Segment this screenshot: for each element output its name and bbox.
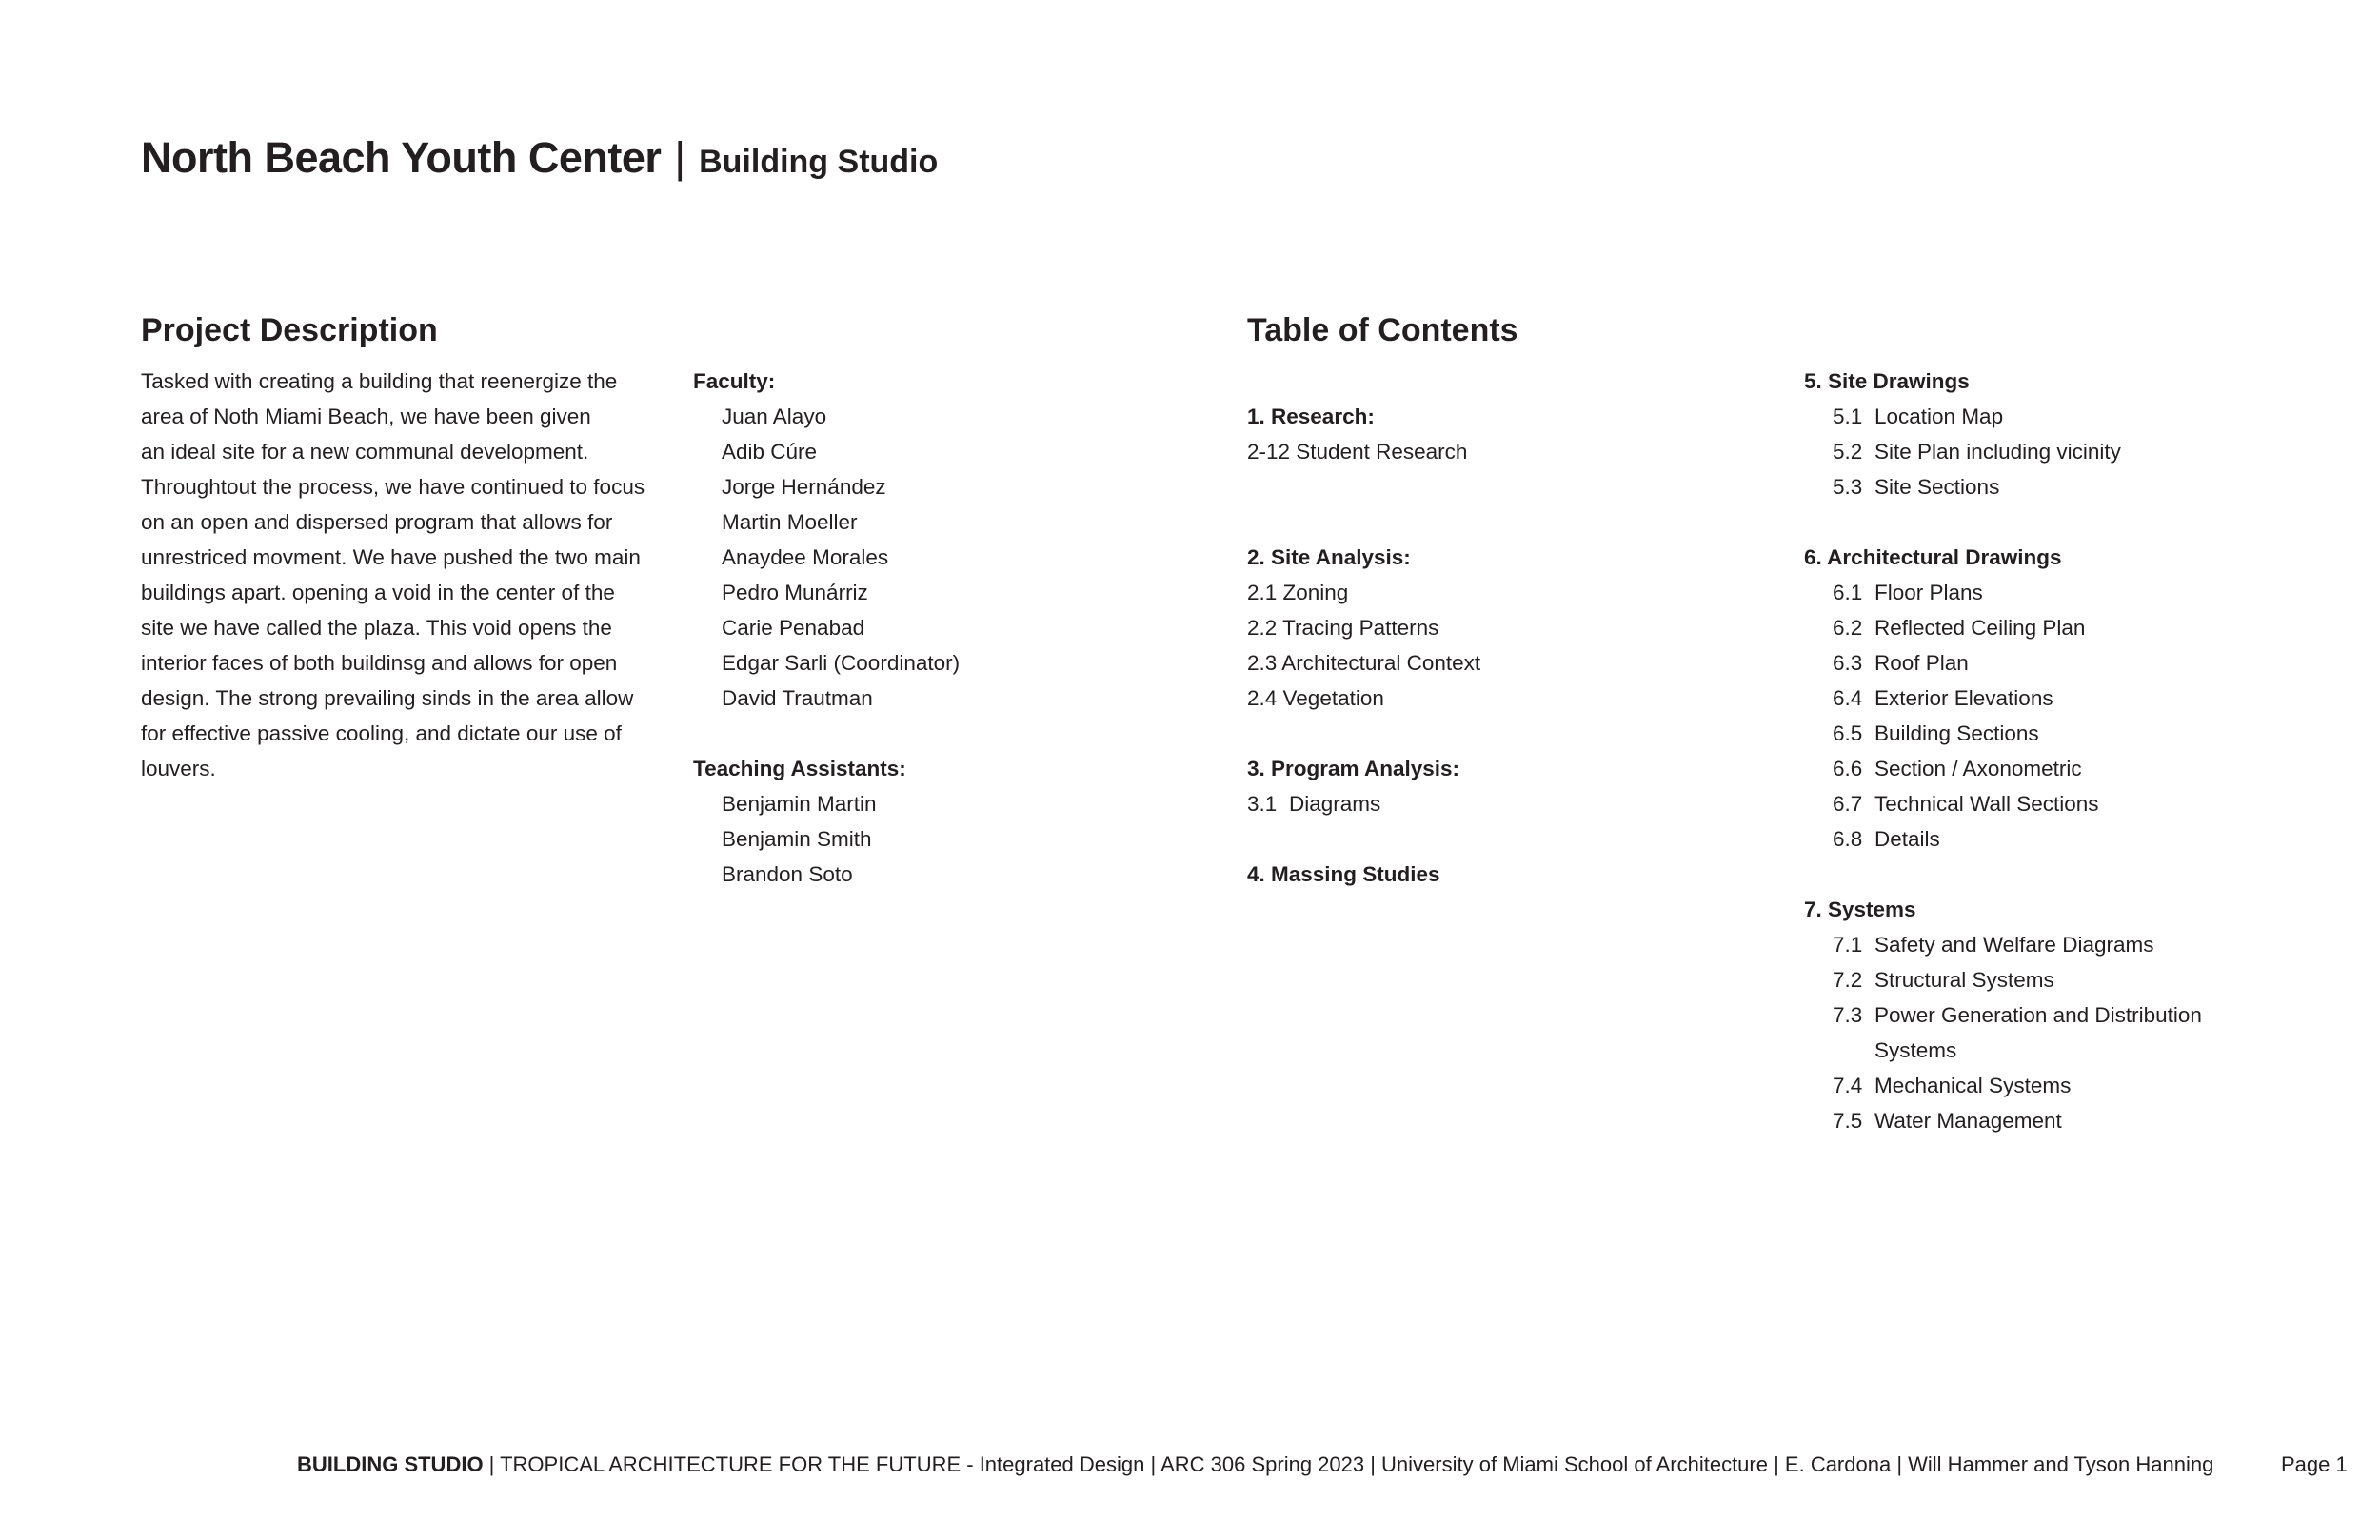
description-line: area of Noth Miami Beach, we have been given (141, 405, 591, 428)
toc-item: 2.1 Zoning (1247, 581, 1349, 604)
ta-label: Teaching Assistants: (693, 757, 906, 780)
faculty-member: Anaydee Morales (722, 545, 889, 569)
toc-item-label: Site Plan including vicinity (1874, 440, 2121, 464)
footer-text: | TROPICAL ARCHITECTURE FOR THE FUTURE - Integrated Design | ARC 306 Spring 2023 | University of Miami School of Architecture | E. Cardona | Will Hammer and Tyson Hanning (483, 1452, 2214, 1476)
toc-item-label: Technical Wall Sections (1874, 792, 2099, 816)
toc-item-label: Safety and Welfare Diagrams (1874, 933, 2154, 957)
toc-item-number: 7.2 (1833, 968, 1863, 992)
toc-item-number: 6.5 (1833, 721, 1863, 745)
toc-item: 2-12 Student Research (1247, 440, 1468, 464)
description-line: interior faces of both buildinsg and allows for open (141, 651, 618, 675)
toc-item-number: 6.6 (1833, 757, 1863, 780)
toc-item-label: Floor Plans (1874, 581, 1983, 604)
toc-item (1804, 399, 2202, 434)
toc-item-label: Diagrams (1289, 792, 1381, 816)
faculty-label: Faculty: (693, 369, 776, 393)
description-body (141, 364, 655, 786)
toc-item-number: 7.3 (1833, 1003, 1863, 1027)
footer-credits (297, 1452, 2213, 1477)
description-line: an ideal site for a new communal development. (141, 440, 589, 464)
description-line: Tasked with creating a building that reenergize the (141, 369, 618, 393)
faculty-member: Pedro Munárriz (722, 581, 868, 604)
toc-item (1247, 786, 1480, 821)
description-line: site we have called the plaza. This void opens the (141, 616, 612, 640)
toc-item (1804, 575, 2202, 610)
toc-section-program-analysis: 3. Program Analysis: (1247, 757, 1460, 780)
toc-section-massing: 4. Massing Studies (1247, 862, 1440, 886)
toc-item-label: Roof Plan (1874, 651, 1969, 675)
ta-member: Benjamin Martin (722, 792, 877, 816)
faculty-member: Juan Alayo (722, 405, 827, 428)
toc-item-label: Exterior Elevations (1874, 686, 2053, 710)
toc-item (1804, 434, 2202, 469)
toc-item-label: Section / Axonometric (1874, 757, 2082, 780)
description-line: for effective passive cooling, and dictate our use of (141, 721, 622, 745)
toc-column-left (1247, 364, 1480, 892)
toc-section-site-analysis: 2. Site Analysis: (1247, 545, 1411, 569)
toc-item (1804, 962, 2202, 997)
toc-item-label: Location Map (1874, 405, 2004, 428)
toc-item-label: Reflected Ceiling Plan (1874, 616, 2086, 640)
toc-column-right (1804, 364, 2202, 1138)
credits-column (693, 364, 960, 892)
toc-heading: Table of Contents (1247, 312, 1518, 348)
toc-item (1804, 610, 2202, 645)
toc-item-number: 7.4 (1833, 1074, 1863, 1097)
description-line: buildings apart. opening a void in the center of the (141, 581, 615, 604)
title-separator: | (674, 133, 686, 182)
toc-item (1804, 716, 2202, 751)
toc-item-number: 6.3 (1833, 651, 1863, 675)
toc-section-research: 1. Research: (1247, 405, 1375, 428)
toc-item-number: 3.1 (1247, 792, 1278, 816)
toc-item-label: Building Sections (1874, 721, 2039, 745)
toc-item-number: 6.2 (1833, 616, 1863, 640)
toc-item-label: Structural Systems (1874, 968, 2054, 992)
toc-item-number: 6.8 (1833, 827, 1863, 851)
faculty-member: Adib Cúre (722, 440, 818, 464)
toc-item-label: Mechanical Systems (1874, 1074, 2072, 1097)
description-line: unrestriced movment. We have pushed the two main (141, 545, 641, 569)
toc-item (1804, 645, 2202, 681)
toc-item (1804, 469, 2202, 504)
toc-section-architectural-drawings: 6. Architectural Drawings (1804, 545, 2062, 569)
toc-item-continuation: Systems (1874, 1038, 1957, 1062)
toc-item (1804, 1068, 2202, 1103)
toc-item-label: Site Sections (1874, 475, 2000, 499)
toc-item (1804, 786, 2202, 821)
toc-item-number: 6.1 (1833, 581, 1863, 604)
faculty-member: Edgar Sarli (Coordinator) (722, 651, 961, 675)
toc-item (1804, 681, 2202, 716)
toc-section-systems: 7. Systems (1804, 898, 1916, 921)
toc-item: 2.2 Tracing Patterns (1247, 616, 1439, 640)
toc-item-number: 7.1 (1833, 933, 1863, 957)
ta-member: Brandon Soto (722, 862, 853, 886)
toc-item-number: 6.4 (1833, 686, 1863, 710)
toc-item-label: Power Generation and Distribution (1874, 1003, 2202, 1027)
toc-item-number: 5.1 (1833, 405, 1863, 428)
faculty-member: Martin Moeller (722, 510, 858, 534)
toc-item-number: 5.2 (1833, 440, 1863, 464)
faculty-member: Carie Penabad (722, 616, 865, 640)
toc-item (1804, 1103, 2202, 1138)
toc-item-label: Water Management (1874, 1109, 2062, 1133)
description-heading: Project Description (141, 312, 438, 348)
faculty-member: Jorge Hernández (722, 475, 886, 499)
ta-member: Benjamin Smith (722, 827, 872, 851)
page-title (141, 133, 938, 183)
description-line: Throughtout the process, we have continued to focus (141, 475, 645, 499)
toc-item-number: 7.5 (1833, 1109, 1863, 1133)
toc-item: 2.4 Vegetation (1247, 686, 1384, 710)
project-title: North Beach Youth Center (141, 133, 662, 182)
toc-item-number: 6.7 (1833, 792, 1863, 816)
toc-item (1804, 821, 2202, 857)
toc-item (1804, 997, 2202, 1033)
faculty-member: David Trautman (722, 686, 873, 710)
toc-section-site-drawings: 5. Site Drawings (1804, 369, 1970, 393)
toc-item-number: 5.3 (1833, 475, 1863, 499)
toc-item (1804, 927, 2202, 962)
description-line: louvers. (141, 757, 216, 780)
footer-studio: BUILDING STUDIO (297, 1452, 484, 1476)
toc-item (1804, 751, 2202, 786)
page-number: Page 1 (2281, 1452, 2348, 1476)
toc-item-label: Details (1874, 827, 1940, 851)
project-subtitle: Building Studio (699, 144, 939, 180)
description-line: design. The strong prevailing sinds in the area allow (141, 686, 634, 710)
description-line: on an open and dispersed program that allows for (141, 510, 613, 534)
toc-item: 2.3 Architectural Context (1247, 651, 1481, 675)
